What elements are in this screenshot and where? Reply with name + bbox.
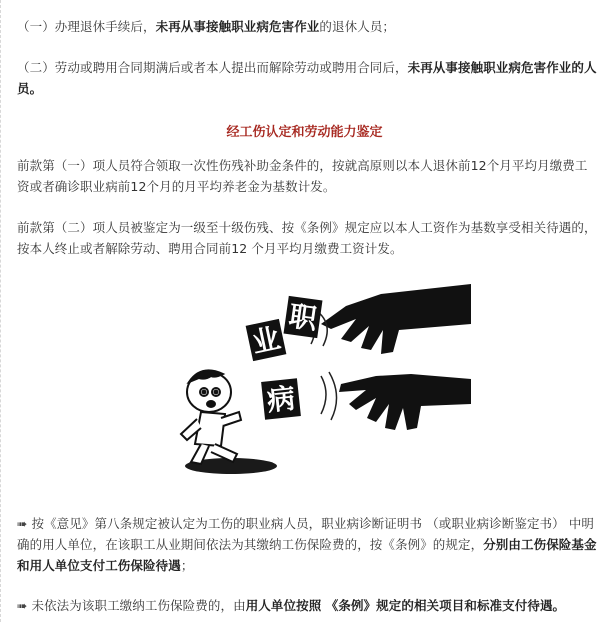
character-blocks [246,296,323,420]
emphasis-text: 分别由工伤保险基金和用人单位支付工伤保险待遇 [17,537,597,573]
arrow-icon: ➠ [17,598,26,613]
occupational-disease-illustration [171,284,471,490]
paragraph-no-insurance: ➠ 未依法为该职工缴纳工伤保险费的，由用人单位按照 《条例》规定的相关项目和标准支付待遇。 [17,598,566,613]
char-zhi: 职 [286,299,320,336]
lower-hand-shape [339,374,471,430]
char-bing: 病 [265,381,297,418]
arrow-icon: ➠ [17,516,26,531]
emphasis-text: 用人单位按照 《条例》规定的相关项目和标准支付待遇。 [245,598,566,613]
char-ye: 业 [248,321,284,360]
paragraph-item-one: 前款第（一）项人员符合领取一次性伤残补助金条件的，按就高原则以本人退休前12个月平均月缴费工资或者确诊职业病前12个月的月平均养老金为基数计发。 [17,158,588,194]
upper-hand-shape [321,284,471,354]
emphasis-text: 未再从事接触职业病危害作业的人员。 [17,60,597,96]
paragraph-retired: （一）办理退休手续后，未再从事接触职业病危害作业的退休人员； [17,19,396,34]
emphasis-text: 未再从事接触职业病危害作业 [155,19,320,34]
paragraph-item-two: 前款第（二）项人员被鉴定为一级至十级伤残、按《条例》规定应以本人工资作为基数享受相关待遇的，按本人终止或者解除劳动、聘用合同前12 个月平均月缴费工资计发。 [17,220,597,256]
section-heading: 经工伤认定和劳动能力鉴定 [226,125,383,140]
paragraph-contract-ended: （二）劳动或聘用合同期满后或者本人提出而解除劳动或聘用合同后，未再从事接触职业病危害作业的人员。 [17,60,597,96]
paragraph-recognized-disease: ➠ 按《意见》第八条规定被认定为工伤的职业病人员，职业病诊断证明书 （或职业病诊断鉴定书） 中明确的用人单位，在该职工从业期间依法为其缴纳工伤保险费的，按《条例》的规定，分别由工伤保险基金和用人单位支付工伤保险待遇； [17,516,597,573]
running-man-shape [181,370,241,464]
